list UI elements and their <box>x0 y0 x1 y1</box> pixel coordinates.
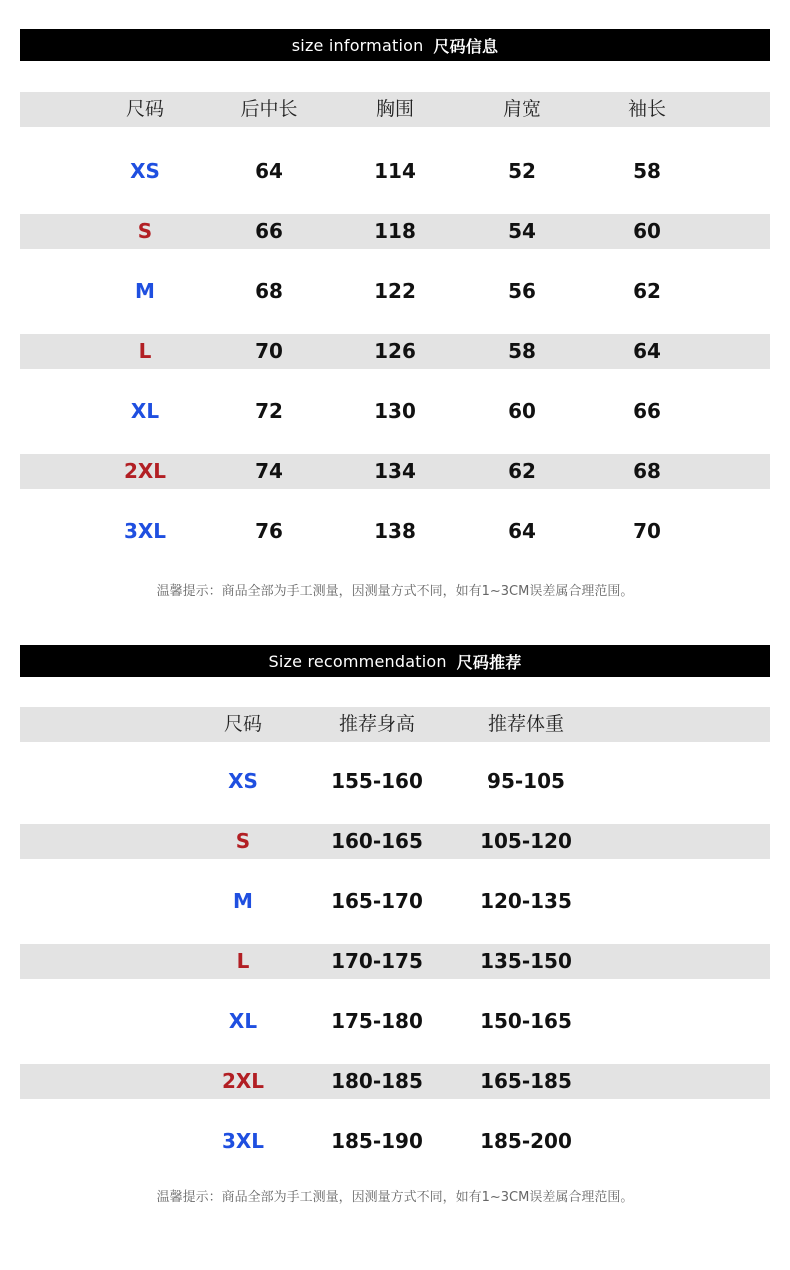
size-label: S <box>235 829 251 853</box>
size_info-value-cell: 64 <box>508 519 536 543</box>
size_info-value-cell: 74 <box>255 459 283 483</box>
size_info-value-cell: 72 <box>255 399 283 423</box>
size_rec-header-cell: 推荐身高 <box>338 713 415 735</box>
size-recommendation-title-en: Size recommendation <box>268 651 447 671</box>
size-label: XL <box>228 1009 258 1033</box>
size_info-value-cell: 70 <box>633 519 661 543</box>
size_info-value-cell: 126 <box>374 339 416 363</box>
size_rec-table-row <box>20 1124 770 1159</box>
size-label: 3XL <box>221 1129 265 1153</box>
size_info-header-cell: 袖长 <box>627 98 666 120</box>
size_rec-value-cell: 155-160 <box>331 769 423 793</box>
size_info-value-cell: 68 <box>633 459 661 483</box>
size-recommendation-title-zh: 尺码推荐 <box>456 652 522 672</box>
size-label: 2XL <box>221 1069 265 1093</box>
size-label: XL <box>130 399 160 423</box>
size_info-header-cell: 胸围 <box>375 98 414 120</box>
size_rec-value-cell: 180-185 <box>331 1069 423 1093</box>
size_info-value-cell: 66 <box>255 219 283 243</box>
size_info-value-cell: 56 <box>508 279 536 303</box>
size_info-value-cell: 118 <box>374 219 416 243</box>
size-label: M <box>135 279 155 303</box>
size_rec-value-cell: 165-170 <box>331 889 423 913</box>
size_info-value-cell: 60 <box>508 399 536 423</box>
size-information-banner <box>20 29 770 61</box>
size_info-value-cell: 62 <box>508 459 536 483</box>
size_info-value-cell: 134 <box>374 459 416 483</box>
size_info-value-cell: 76 <box>255 519 283 543</box>
size_info-table-row <box>20 394 770 429</box>
size_info-header-cell: 肩宽 <box>502 98 541 120</box>
size_info-value-cell: 62 <box>633 279 661 303</box>
size_info-value-cell: 60 <box>633 219 661 243</box>
size_rec-table-row <box>20 884 770 919</box>
size_info-value-cell: 58 <box>508 339 536 363</box>
size_info-value-cell: 64 <box>633 339 661 363</box>
size_info-value-cell: 54 <box>508 219 536 243</box>
size_info-table-row <box>20 274 770 309</box>
size_rec-table-row <box>20 944 770 979</box>
size_info-value-cell: 114 <box>374 159 416 183</box>
size_info-header-row <box>20 92 770 127</box>
size_rec-value-cell: 165-185 <box>480 1069 572 1093</box>
size_info-value-cell: 122 <box>374 279 416 303</box>
size_rec-table-row <box>20 764 770 799</box>
size_rec-table-row <box>20 1064 770 1099</box>
size_info-table-row <box>20 214 770 249</box>
size_rec-value-cell: 150-165 <box>480 1009 572 1033</box>
size_info-value-cell: 64 <box>255 159 283 183</box>
size_rec-value-cell: 185-190 <box>331 1129 423 1153</box>
size_rec-value-cell: 95-105 <box>487 769 565 793</box>
size-label: 3XL <box>123 519 167 543</box>
size_rec-value-cell: 160-165 <box>331 829 423 853</box>
measurement-note-2: 温馨提示：商品全部为手工测量，因测量方式不同，如有1~3CM误差属合理范围。 <box>156 1190 634 1205</box>
size_info-value-cell: 66 <box>633 399 661 423</box>
size_rec-header-cell: 推荐体重 <box>487 713 564 735</box>
size_info-value-cell: 70 <box>255 339 283 363</box>
size_info-value-cell: 138 <box>374 519 416 543</box>
size_info-value-cell: 68 <box>255 279 283 303</box>
size_rec-table-row <box>20 1004 770 1039</box>
size-label: L <box>138 339 152 363</box>
size-label: L <box>236 949 250 973</box>
size_info-table-row <box>20 454 770 489</box>
size_info-value-cell: 58 <box>633 159 661 183</box>
size-label: XS <box>228 769 258 793</box>
size_info-table-row <box>20 154 770 189</box>
size_rec-value-cell: 170-175 <box>331 949 423 973</box>
size_info-table-row <box>20 514 770 549</box>
size_rec-table-row <box>20 824 770 859</box>
size-information-title-zh: 尺码信息 <box>433 36 499 56</box>
size_rec-value-cell: 185-200 <box>480 1129 572 1153</box>
size_rec-value-cell: 120-135 <box>480 889 572 913</box>
size_info-header-cell: 后中长 <box>240 98 298 120</box>
size_info-value-cell: 52 <box>508 159 536 183</box>
size-label: XS <box>130 159 160 183</box>
size_rec-header-row <box>20 707 770 742</box>
size-information-title-en: size information <box>291 35 424 55</box>
size_rec-value-cell: 175-180 <box>331 1009 423 1033</box>
size_info-table-row <box>20 334 770 369</box>
size_rec-value-cell: 105-120 <box>480 829 572 853</box>
size_info-header-cell: 尺码 <box>125 98 164 120</box>
size_rec-value-cell: 135-150 <box>480 949 572 973</box>
size-recommendation-banner <box>20 645 770 677</box>
size_rec-header-cell: 尺码 <box>223 713 262 735</box>
size-label: S <box>137 219 153 243</box>
size-label: 2XL <box>123 459 167 483</box>
size-label: M <box>233 889 253 913</box>
size_info-value-cell: 130 <box>374 399 416 423</box>
measurement-note-1: 温馨提示：商品全部为手工测量，因测量方式不同，如有1~3CM误差属合理范围。 <box>156 584 634 599</box>
